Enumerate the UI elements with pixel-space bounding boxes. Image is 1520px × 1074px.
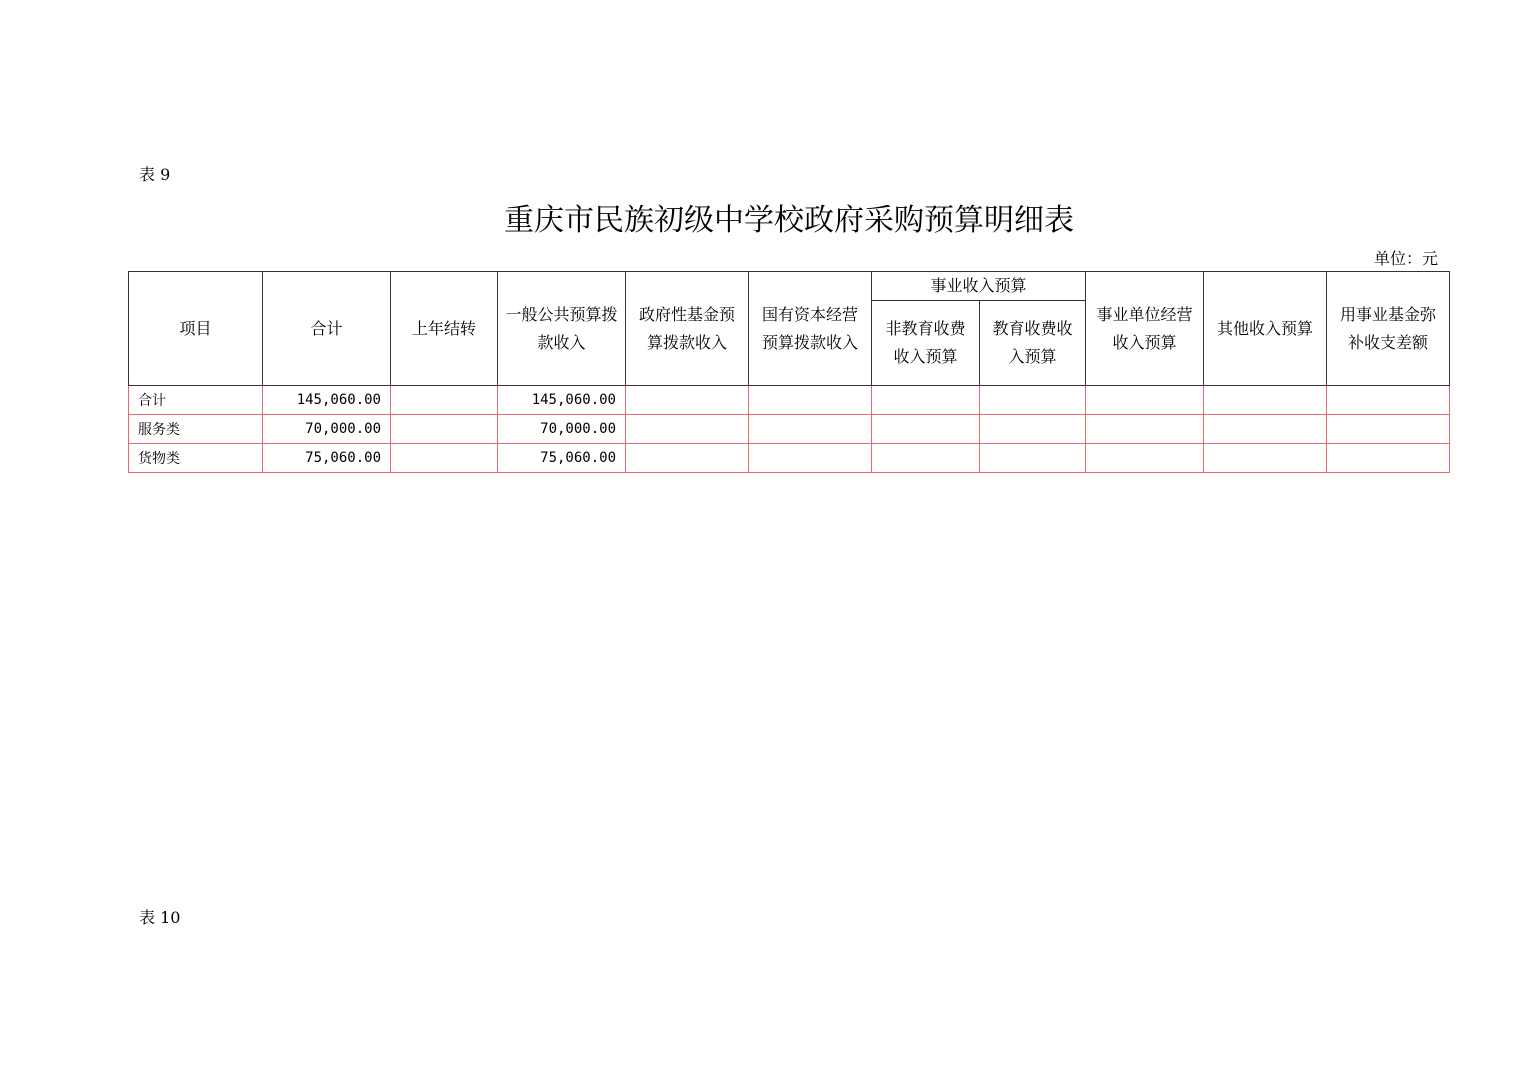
row-gov-fund <box>626 386 749 415</box>
row-edu <box>980 444 1086 473</box>
row-general: 70,000.00 <box>498 415 626 444</box>
row-other <box>1204 415 1327 444</box>
row-state-capital <box>749 386 872 415</box>
header-prev-balance: 上年结转 <box>391 272 498 386</box>
row-unit-op <box>1086 386 1204 415</box>
row-edu <box>980 415 1086 444</box>
row-fund <box>1327 386 1450 415</box>
row-total: 75,060.00 <box>263 444 391 473</box>
header-gov-fund: 政府性基金预算拨款收入 <box>626 272 749 386</box>
unit-label: 单位：元 <box>1373 249 1438 268</box>
row-name: 货物类 <box>129 444 263 473</box>
procurement-budget-table <box>128 271 1450 473</box>
table-row <box>129 444 1450 473</box>
row-unit-op <box>1086 444 1204 473</box>
table-row <box>129 386 1450 415</box>
row-unit-op <box>1086 415 1204 444</box>
row-non-edu <box>872 386 980 415</box>
table-number-label: 表 9 <box>139 165 171 184</box>
row-name: 合计 <box>129 386 263 415</box>
header-total: 合计 <box>263 272 391 386</box>
header-unit-operation: 事业单位经营收入预算 <box>1086 272 1204 386</box>
row-prev <box>391 386 498 415</box>
row-non-edu <box>872 444 980 473</box>
header-item: 项目 <box>129 272 263 386</box>
page-title: 重庆市民族初级中学校政府采购预算明细表 <box>504 203 1074 238</box>
table-row <box>129 415 1450 444</box>
row-name: 服务类 <box>129 415 263 444</box>
row-fund <box>1327 415 1450 444</box>
row-gov-fund <box>626 444 749 473</box>
header-edu: 教育收费收入预算 <box>980 301 1086 386</box>
header-state-capital: 国有资本经营预算拨款收入 <box>749 272 872 386</box>
row-general: 75,060.00 <box>498 444 626 473</box>
header-fund-offset: 用事业基金弥补收支差额 <box>1327 272 1450 386</box>
row-state-capital <box>749 444 872 473</box>
next-table-number-label: 表 10 <box>139 908 181 927</box>
row-total: 145,060.00 <box>263 386 391 415</box>
row-other <box>1204 444 1327 473</box>
row-non-edu <box>872 415 980 444</box>
header-general-public: 一般公共预算拨款收入 <box>498 272 626 386</box>
row-prev <box>391 415 498 444</box>
row-other <box>1204 386 1327 415</box>
header-other: 其他收入预算 <box>1204 272 1327 386</box>
row-fund <box>1327 444 1450 473</box>
header-non-edu: 非教育收费收入预算 <box>872 301 980 386</box>
row-general: 145,060.00 <box>498 386 626 415</box>
row-state-capital <box>749 415 872 444</box>
row-edu <box>980 386 1086 415</box>
row-total: 70,000.00 <box>263 415 391 444</box>
row-prev <box>391 444 498 473</box>
header-career-income: 事业收入预算 <box>872 272 1086 301</box>
row-gov-fund <box>626 415 749 444</box>
